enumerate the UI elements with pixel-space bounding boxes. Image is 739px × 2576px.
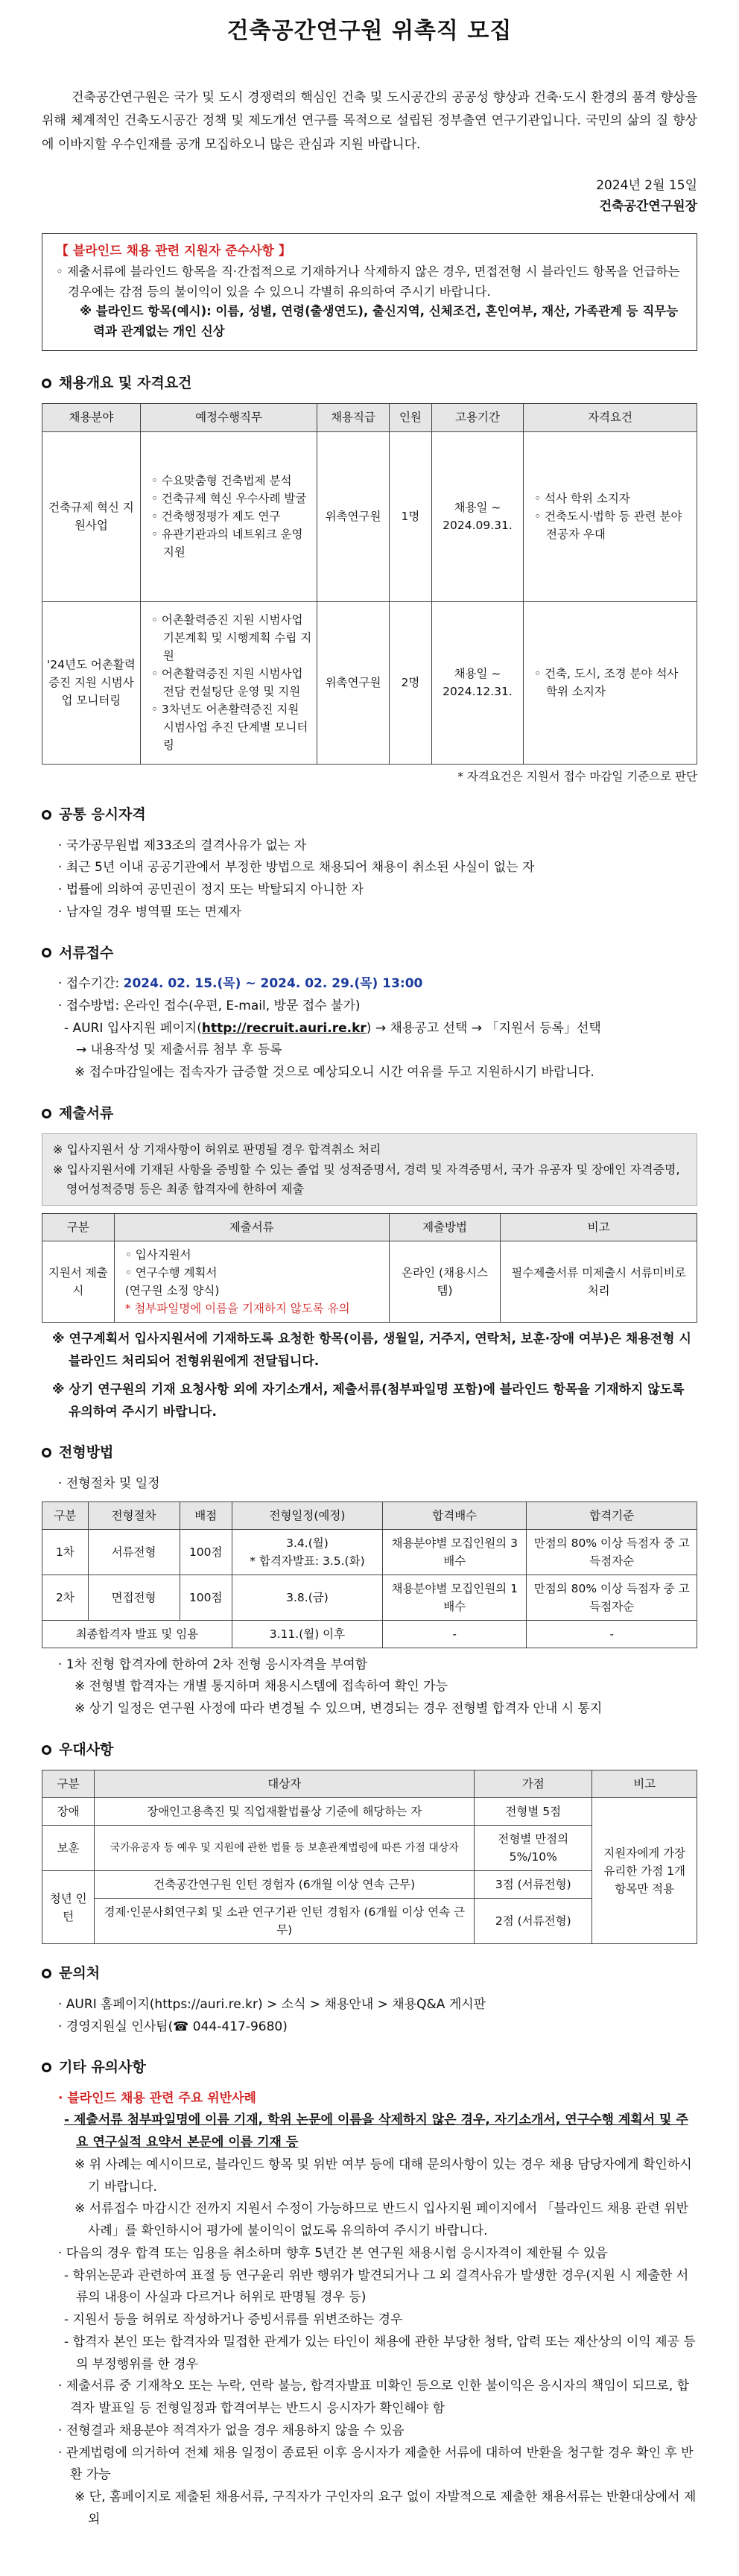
list-item: · 전형결과 채용분야 적격자가 없을 경우 채용하지 않을 수 있음	[58, 2422, 405, 2438]
header-cell: 대상자	[95, 1770, 475, 1798]
table-row	[42, 1620, 697, 1648]
selection-after	[42, 1654, 697, 1677]
notice-line: ※ 입사지원서에 기재된 사항을 증빙할 수 있는 졸업 및 성적증명서, 경력 및 자격증명서, 국가 유공자 및 장애인 자격증명, 영어성적증명 등은 최종 합격자에 한하여 제출	[53, 1162, 680, 1196]
list-item: ◦ 어촌활력증진 지원 시범사업 기본계획 및 시행계획 수립 지원	[150, 613, 312, 662]
list-item: · 법률에 의하여 공민권이 정지 또는 박탈되지 아니한 자	[58, 882, 364, 898]
header-cell: 인원	[389, 404, 431, 431]
list-item: ◦ 건축규제 혁신 우수사례 발굴	[150, 491, 307, 505]
mult-cell: 채용분야별 모집인원의 1배수	[383, 1575, 527, 1620]
list-item: · 다음의 경우 합격 또는 임용을 취소하며 향후 5년간 본 연구원 채용시험 응시자격이 제한될 수 있음	[58, 2245, 608, 2261]
list-item: ◦ 입사지원서	[124, 1248, 191, 1262]
header-cell: 채용직급	[317, 404, 390, 431]
blind-violation-note-1: ※ 위 사례는 예시이므로, 블라인드 항목 및 위반 여부 등에 대해 문의사항이 있는 경우 채용 담당자에게 확인하시기 바랍니다.	[74, 2156, 692, 2194]
application-method: · 접수방법: 온라인 접수(우편, E-mail, 방문 접수 불가)	[58, 998, 361, 1013]
sched-announce: * 합격자발표: 3.5.(화)	[250, 1554, 365, 1568]
recruitment-table	[42, 403, 697, 764]
rank-cell: 위촉연구원	[317, 431, 390, 601]
target-cell: 경제·인문사회연구회 및 소관 연구기관 인턴 경험자 (6개월 이상 연속 근무)	[95, 1899, 475, 1944]
documents-note-1: ※ 연구계획서 입사지원서에 기재하도록 요청한 항목(이름, 생월일, 거주지, 연락처, 보훈·장애 여부)은 채용전형 시 블라인드 처리되어 전형위원에게 전달됩니다.	[52, 1332, 691, 1370]
duties-cell	[140, 431, 317, 601]
header-cell: 가점	[475, 1770, 592, 1798]
section-heading-recruitment	[42, 372, 697, 394]
table-header-row	[42, 1501, 697, 1529]
list-item: ◦ 유관기관과의 네트워크 운영 지원	[150, 528, 303, 560]
header-cell: 전형절차	[88, 1501, 180, 1529]
table-row	[42, 431, 697, 601]
list-item: · 관계법령에 의거하여 전체 채용 일정이 종료된 이후 응시자가 제출한 서류에 대하여 반환을 청구할 경우 확인 후 반환 가능	[58, 2445, 694, 2483]
stage-cell: 1차	[42, 1529, 89, 1575]
step-text: ) → 채용공고 선택 → 「지원서 등록」선택	[366, 1020, 601, 1036]
list-item: ◦ 건축행정평가 제도 연구	[150, 509, 281, 523]
contact-list	[42, 1994, 697, 2039]
header-cell: 고용기간	[431, 404, 523, 431]
sched-cell	[232, 1529, 382, 1575]
points-cell: 전형별 만점의 5%/10%	[475, 1826, 592, 1871]
table-header-row	[42, 404, 697, 431]
circle-bullet-icon	[42, 1109, 51, 1118]
circle-bullet-icon	[42, 948, 51, 958]
rank-cell: 위촉연구원	[317, 601, 390, 764]
return-note: ※ 단, 홈페이지로 제출된 채용서류, 구직자가 구인자의 요구 없이 자발적으로 제출한 채용서류는 반환대상에서 제외	[74, 2490, 697, 2527]
quals-cell	[524, 601, 697, 764]
section-heading-selection	[42, 1441, 697, 1463]
proc-cell: 서류전형	[88, 1529, 180, 1575]
duties-cell	[140, 601, 317, 764]
section-title: 전형방법	[59, 1444, 114, 1461]
sub-item: - 지원서 등을 허위로 작성하거나 증빙서류를 위변조하는 경우	[64, 2312, 403, 2328]
blind-notice-note: ※ 블라인드 항목(예시): 이름, 성별, 연령(출생연도), 출신지역, 신체조건, 혼인여부, 재산, 가족관계 등 직무능력과 관계없는 개인 신상	[80, 304, 679, 338]
announcement-signature: 건축공간연구원장	[599, 198, 697, 214]
crit-cell: 만점의 80% 이상 득점자 중 고득점자순	[527, 1529, 697, 1575]
stage-cell: 2차	[42, 1575, 89, 1620]
table-row	[42, 1798, 697, 1826]
period-cell: 채용일 ~ 2024.09.31.	[431, 431, 523, 601]
list-item: · 전형절차 및 일정	[58, 1475, 160, 1491]
application-list	[42, 973, 697, 1018]
type-cell: 보훈	[42, 1826, 95, 1871]
field-cell: 건축규제 혁신 지원사업	[42, 431, 141, 601]
circle-bullet-icon	[42, 2063, 51, 2072]
section-heading-application	[42, 942, 697, 964]
final-mult-cell: -	[383, 1620, 527, 1648]
intro-paragraph: 건축공간연구원은 국가 및 도시 경쟁력의 핵심인 건축 및 도시공간의 공공성 향상과 건축·도시 환경의 품격 향상을 위해 체계적인 건축도시공간 정책 및 제도개선 연구를 목적으로 설립된 정부출연 연구기관입니다. 국민의 삶의 질 향상에 이바지할 우수인재를 공개 모집하오니 많은 관심과 지원 바랍니다.	[42, 90, 697, 152]
circle-bullet-icon	[42, 379, 51, 388]
application-steps-2: → 내용작성 및 제출서류 첨부 후 등록	[76, 1042, 282, 1058]
header-cell: 구분	[42, 1770, 95, 1798]
section-title: 우대사항	[59, 1741, 114, 1758]
sched-date: 3.4.(월)	[286, 1536, 329, 1550]
section-title: 문의처	[59, 1965, 101, 1982]
application-steps	[42, 1018, 697, 1040]
selection-note-2: ※ 상기 일정은 연구원 사정에 따라 변경될 수 있으며, 변경되는 경우 전형별 합격자 안내 시 통지	[74, 1701, 603, 1717]
circle-bullet-icon	[42, 1745, 51, 1755]
section-heading-notes	[42, 2056, 697, 2078]
field-cell: '24년도 어촌활력증진 지원 시범사업 모니터링	[42, 601, 141, 764]
header-cell: 채용분야	[42, 404, 141, 431]
score-cell: 100점	[180, 1575, 232, 1620]
header-cell: 예정수행직무	[140, 404, 317, 431]
list-item: ◦ 연구수행 계획서	[124, 1266, 218, 1280]
blind-notice-box	[42, 233, 697, 351]
blind-notice-title: 【 블라인드 채용 관련 지원자 준수사항 】	[56, 243, 291, 259]
final-crit-cell: -	[527, 1620, 697, 1648]
header-cell: 제출방법	[389, 1214, 500, 1241]
section-heading-contact	[42, 1962, 697, 1984]
table-footnote: * 자격요건은 지원서 접수 마감일 기준으로 판단	[457, 769, 697, 783]
list-item: · 국가공무원법 제33조의 결격사유가 없는 자	[58, 838, 307, 853]
announcement-date: 2024년 2월 15일	[596, 178, 697, 194]
final-label-cell: 최종합격자 발표 및 임용	[42, 1620, 232, 1648]
period-label: · 접수기간:	[58, 976, 124, 992]
list-item: ◦ 3차년도 어촌활력증진 지원 시범사업 추진 단계별 모니터링	[150, 703, 308, 753]
notes-list	[42, 2088, 697, 2110]
period-cell: 채용일 ~ 2024.12.31.	[431, 601, 523, 764]
type-cell: 청년 인턴	[42, 1871, 95, 1944]
header-cell: 제출서류	[114, 1214, 389, 1241]
points-cell: 전형별 5점	[475, 1798, 592, 1826]
final-sched-cell: 3.11.(월) 이후	[232, 1620, 382, 1648]
table-row	[42, 1575, 697, 1620]
table-row	[42, 1241, 697, 1323]
list-item: ◦ 석사 학위 소지자	[534, 491, 630, 505]
target-cell: 건축공간연구원 인턴 경험자 (6개월 이상 연속 근무)	[95, 1871, 475, 1899]
list-item: ◦ 건축, 도시, 조경 분야 석사 학위 소지자	[534, 666, 679, 698]
list-item-warning: * 첨부파일명에 이름을 기재하지 않도록 유의	[124, 1302, 350, 1316]
header-cell: 구분	[42, 1214, 115, 1241]
header-cell: 합격배수	[383, 1501, 527, 1529]
preference-table	[42, 1770, 697, 1944]
contact-homepage[interactable]: · AURI 홈페이지(https://auri.re.kr) > 소식 > 채용안내 > 채용Q&A 게시판	[58, 1996, 486, 2012]
crit-cell: 만점의 80% 이상 득점자 중 고득점자순	[527, 1575, 697, 1620]
application-note: ※ 접수마감일에는 접속자가 급증할 것으로 예상되오니 시간 여유를 두고 지원하시기 바랍니다.	[74, 1065, 594, 1080]
notes-list-3	[42, 2376, 697, 2487]
sub-item: - 합격자 본인 또는 합격자와 밀접한 관계가 있는 타인이 채용에 관한 부당한 청탁, 압력 또는 재산상의 이익 제공 등의 부정행위를 한 경우	[64, 2334, 696, 2372]
points-cell: 2점 (서류전형)	[475, 1899, 592, 1944]
sched-cell: 3.8.(금)	[232, 1575, 382, 1620]
blind-violation-examples: - 제출서류 첨부파일명에 이름 기재, 학위 논문에 이름을 삭제하지 않은 경우, 자기소개서, 연구수행 계획서 및 주요 연구실적 요약서 본문에 이름 기재 등	[64, 2113, 688, 2151]
docs-cell	[114, 1241, 389, 1323]
recruit-link[interactable]: http://recruit.auri.re.kr	[201, 1020, 367, 1036]
header-cell: 비고	[592, 1770, 697, 1798]
target-cell: 국가유공자 등 예우 및 지원에 관한 법률 등 보훈관계법령에 따른 가점 대상자	[95, 1826, 475, 1871]
blind-notice-text: ◦ 제출서류에 블라인드 항목을 직·간접적으로 기재하거나 삭제하지 않은 경우, 면접전형 시 블라인드 항목을 언급하는 경우에는 감점 등의 불이익이 있을 수 있으니 각별히 유의하여 주시기 바랍니다.	[56, 264, 680, 300]
method-cell: 온라인 (채용시스템)	[389, 1241, 500, 1323]
documents-note-2: ※ 상기 연구원의 기재 요청사항 외에 자기소개서, 제출서류(첨부파일명 포함)에 블라인드 항목을 기재하지 않도록 유의하여 주시기 바랍니다.	[52, 1382, 685, 1420]
header-cell: 합격기준	[527, 1501, 697, 1529]
points-cell: 3점 (서류전형)	[475, 1871, 592, 1899]
blind-violation-note-2: ※ 서류접수 마감시간 전까지 지원서 수정이 가능하므로 반드시 입사지원 페이지에서 「블라인드 채용 관련 위반사례」를 확인하시어 평가에 불이익이 없도록 유의하여 주시기 바랍니다.	[74, 2201, 689, 2239]
documents-table	[42, 1213, 697, 1323]
selection-lead	[42, 1473, 697, 1496]
mult-cell: 채용분야별 모집인원의 3배수	[383, 1529, 527, 1575]
documents-notice-box	[42, 1133, 697, 1206]
remark-cell: 필수제출서류 미제출시 서류미비로 처리	[501, 1241, 697, 1323]
blind-violation-heading: · 블라인드 채용 관련 주요 위반사례	[58, 2090, 256, 2106]
proc-cell: 면접전형	[88, 1575, 180, 1620]
header-cell: 구분	[42, 1501, 89, 1529]
step-text: - AURI 입사지원 페이지(	[64, 1020, 202, 1036]
table-header-row	[42, 1770, 697, 1798]
list-item: · 남자일 경우 병역필 또는 면제자	[58, 904, 241, 920]
notice-line: ※ 입사지원서 상 기재사항이 허위로 판명될 경우 합격취소 처리	[53, 1142, 381, 1157]
section-title: 기타 유의사항	[59, 2059, 146, 2076]
section-title: 제출서류	[59, 1104, 114, 1121]
application-period	[58, 973, 697, 996]
circle-bullet-icon	[42, 1969, 51, 1978]
count-cell: 1명	[389, 431, 431, 601]
list-item: ◦ 수요맞춤형 건축법제 분석	[150, 473, 292, 487]
selection-note-1: ※ 전형별 합격자는 개별 통지하며 채용시스템에 접속하여 확인 가능	[74, 1679, 448, 1694]
section-heading-eligibility	[42, 803, 697, 826]
section-heading-documents	[42, 1102, 697, 1124]
contact-phone: · 경영지원실 인사팀(☎ 044-417-9680)	[58, 2019, 288, 2034]
list-item: · 1차 전형 합격자에 한하여 2차 전형 응시자격을 부여함	[58, 1656, 368, 1672]
count-cell: 2명	[389, 601, 431, 764]
eligibility-list	[42, 835, 697, 924]
section-title: 채용개요 및 자격요건	[59, 375, 192, 392]
list-item: ◦ 어촌활력증진 지원 시범사업 전담 컨설팅단 운영 및 지원	[150, 666, 303, 698]
header-cell: 자격요건	[524, 404, 697, 431]
section-title: 공통 응시자격	[59, 806, 146, 823]
table-row	[42, 1529, 697, 1575]
header-cell: 비고	[501, 1214, 697, 1241]
page-title: 건축공간연구원 위촉직 모집	[226, 18, 513, 44]
list-item: · 제출서류 중 기재착오 또는 누락, 연락 불능, 합격자발표 미확인 등으로 인한 불이익은 응시자의 책임이 되므로, 합격자 발표일 등 전형일정과 합격여부는 반드시 응시자가 확인해야 함	[58, 2379, 690, 2417]
list-item: (연구원 소정 양식)	[124, 1284, 220, 1298]
period-value: 2024. 02. 15.(목) ~ 2024. 02. 29.(목) 13:00	[123, 976, 423, 992]
type-cell: 지원서 제출 시	[42, 1241, 115, 1323]
section-title: 서류접수	[59, 944, 114, 961]
score-cell: 100점	[180, 1529, 232, 1575]
target-cell: 장애인고용촉진 및 직업재활법률상 기준에 해당하는 자	[95, 1798, 475, 1826]
list-item: · 최근 5년 이내 공공기관에서 부정한 방법으로 채용되어 채용이 취소된 사실이 없는 자	[58, 860, 535, 876]
notes-list-2	[42, 2243, 697, 2265]
remark-cell: 지원자에게 가장 유리한 가점 1개 항목만 적용	[592, 1798, 697, 1944]
sub-item: - 학위논문과 관련하여 표절 등 연구윤리 위반 행위가 발견되거나 그 외 결격사유가 발생한 경우(지원 시 제출한 서류의 내용이 사실과 다르거나 허위로 판명될 경우 등)	[64, 2268, 689, 2306]
selection-table	[42, 1501, 697, 1648]
header-cell: 전형일정(예정)	[232, 1501, 382, 1529]
header-cell: 배점	[180, 1501, 232, 1529]
type-cell: 장애	[42, 1798, 95, 1826]
table-row	[42, 601, 697, 764]
circle-bullet-icon	[42, 1448, 51, 1458]
circle-bullet-icon	[42, 810, 51, 820]
table-header-row	[42, 1214, 697, 1241]
list-item: ◦ 건축도시·법학 등 관련 분야 전공자 우대	[534, 509, 682, 541]
quals-cell	[524, 431, 697, 601]
section-heading-preference	[42, 1738, 697, 1761]
